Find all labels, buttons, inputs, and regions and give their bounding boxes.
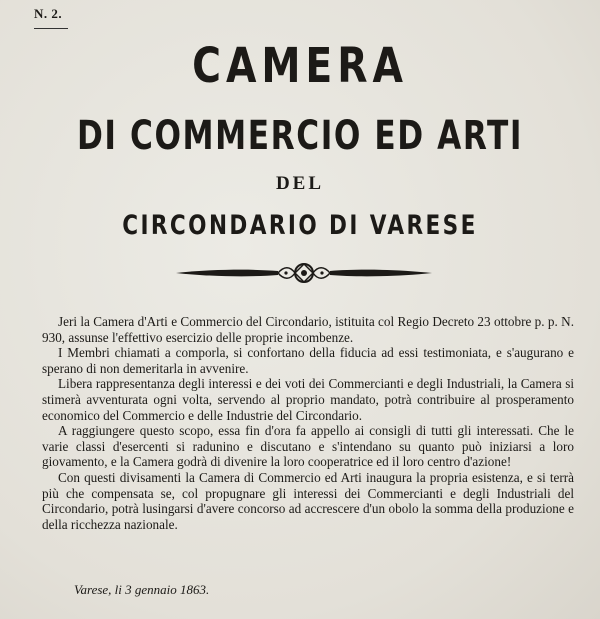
title-camera: CAMERA [192,38,408,94]
title-circondario: CIRCONDARIO DI VARESE [122,210,478,241]
paragraph-4: A raggiungere questo scopo, essa fin d'ora fa appello ai consigli di tutti gli interessati. Che le varie classi d'esercenti si radunino e discutano e s'intendano su quanto può iniziarsi a loro giovamento, e la Camera godrà di divenire la loro cooperatrice ed il loro centro d'azione! [42,423,574,470]
paragraph-2: I Membri chiamati a comporla, si confortano della fiducia ad essi testimoniata, e s'augurano e sperano di non demeritarla in avvenire. [42,345,574,376]
number-underline [34,28,68,29]
title-del: DEL [275,173,325,194]
decorative-flourish-icon [174,258,434,288]
paragraph-3: Libera rappresentanza degli interessi e dei voti dei Commercianti e degli Industriali, la Camera si stimerà avventurata ogni volta, servendo al proprio mandato, potrà contribuire al prosperamento economico del Commercio e delle Industrie del Circondario. [42,376,574,423]
proclamation-body [42,314,574,532]
title-commercio-arti: DI COMMERCIO ED ARTI [76,113,524,159]
paragraph-1: Jeri la Camera d'Arti e Commercio del Circondario, istituita col Regio Decreto 23 ottobre p. p. N. 930, assunse l'effettivo esercizio delle proprie incombenze. [42,314,574,345]
place-date-signature: Varese, li 3 gennaio 1863. [74,582,210,597]
paragraph-5: Con questi divisamenti la Camera di Commercio ed Arti inaugura la propria esistenza, e si terrà più che compensata se, col propugnare gli interessi dei Commercianti e degli Industriali del Circondario, potrà lusingarsi d'avere concorso ad accrescere d'un obolo la somma della produzione e della ricchezza nazionale. [42,469,574,532]
document-number: N. 2. [34,6,63,21]
